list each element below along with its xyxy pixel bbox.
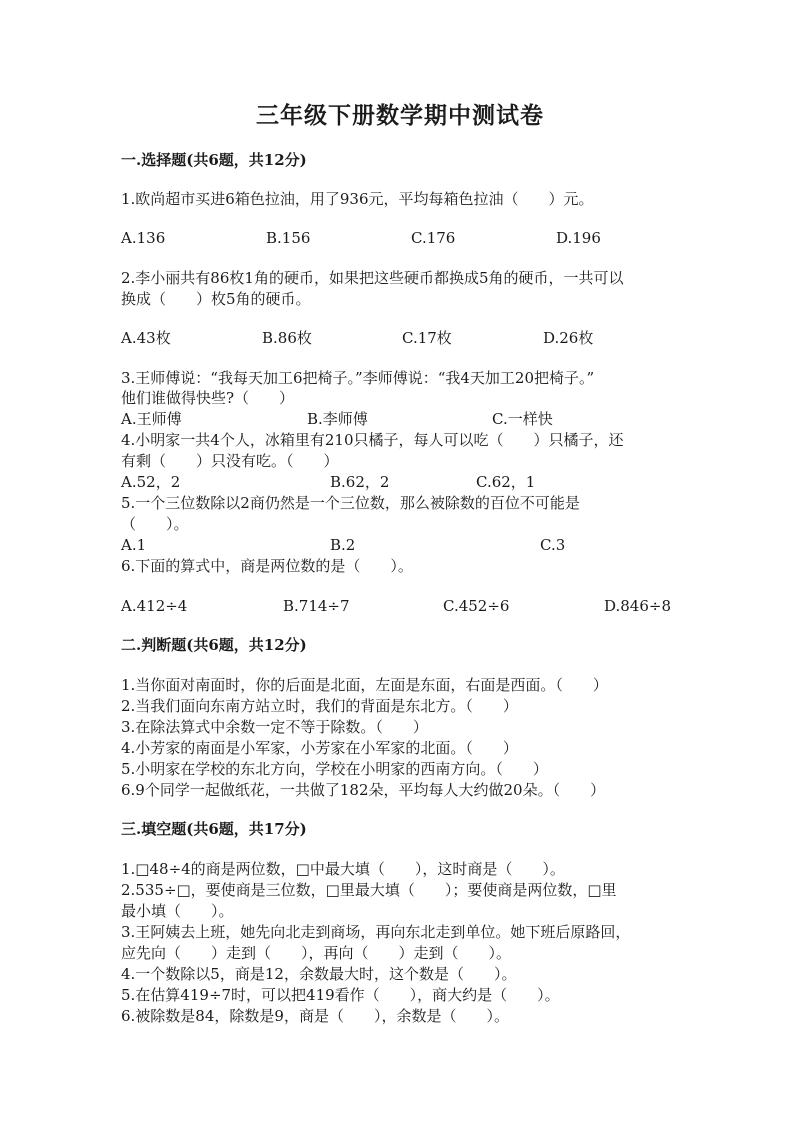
option: D.196 <box>556 229 601 247</box>
judgement-item: 1.当你面对南面时，你的后面是北面，左面是东面，右面是西面。（ ） <box>121 676 608 694</box>
option: A.43枚 <box>121 329 171 347</box>
option: C.17枚 <box>402 329 452 347</box>
option: B.2 <box>330 536 356 554</box>
judgement-item: 4.小芳家的南面是小军家，小芳家在小军家的北面。（ ） <box>121 739 518 757</box>
fill-in-line: 1.□48÷4的商是两位数，□中最大填（ ），这时商是（ ）。 <box>121 860 565 878</box>
option: A.1 <box>121 536 147 554</box>
section-heading-fill-in: 三.填空题(共6题，共17分) <box>121 820 307 838</box>
option: D.26枚 <box>543 329 594 347</box>
judgement-item: 5.小明家在学校的东北方向，学校在小明家的西南方向。（ ） <box>121 760 548 778</box>
question-stem: 4.小明家一共4个人，冰箱里有210只橘子，每人可以吃（ ）只橘子，还 <box>121 431 624 449</box>
option: C.62，1 <box>476 473 536 491</box>
option: C.452÷6 <box>443 597 510 615</box>
fill-in-line: 2.535÷□，要使商是三位数，□里最大填（ ）；要使商是两位数，□里 <box>121 881 617 899</box>
question-stem: （ ）。 <box>121 515 189 533</box>
question-stem: 有剩（ ）只没有吃。（ ） <box>121 452 339 470</box>
fill-in-line: 应先向（ ）走到（ ），再向（ ）走到（ ）。 <box>121 944 512 962</box>
option: C.176 <box>411 229 456 247</box>
option: C.一样快 <box>492 410 553 428</box>
fill-in-line: 3.王阿姨去上班，她先向北走到商场，再向东北走到单位。她下班后原路回， <box>121 923 631 941</box>
judgement-item: 6.9个同学一起做纸花，一共做了182朵，平均每人大约做20朵。（ ） <box>121 781 606 799</box>
option: B.714÷7 <box>283 597 350 615</box>
fill-in-line: 6.被除数是84，除数是9，商是（ ），余数是（ ）。 <box>121 1007 509 1025</box>
option: B.李师傅 <box>307 410 368 428</box>
judgement-item: 3.在除法算式中余数一定不等于除数。（ ） <box>121 718 428 736</box>
option: C.3 <box>540 536 566 554</box>
option: A.52，2 <box>121 473 181 491</box>
question-stem: 5.一个三位数除以2商仍然是一个三位数，那么被除数的百位不可能是 <box>121 494 580 512</box>
question-stem: 他们谁做得快些?（ ） <box>121 389 295 407</box>
option: A.王师傅 <box>121 410 182 428</box>
section-heading-choice: 一.选择题(共6题，共12分) <box>121 151 307 169</box>
question-stem: 6.下面的算式中，商是两位数的是（ ）。 <box>121 557 413 575</box>
option: B.156 <box>266 229 311 247</box>
option: D.846÷8 <box>604 597 672 615</box>
fill-in-line: 最小填（ ）。 <box>121 902 234 920</box>
judgement-item: 2.当我们面向东南方站立时，我们的背面是东北方。（ ） <box>121 697 518 715</box>
question-stem: 1.欧尚超市买进6箱色拉油，用了936元，平均每箱色拉油（ ）元。 <box>121 190 594 208</box>
option: A.136 <box>121 229 166 247</box>
section-heading-judgement: 二.判断题(共6题，共12分) <box>121 636 307 654</box>
option: B.86枚 <box>262 329 312 347</box>
question-stem: 3.王师傅说：“我每天加工6把椅子。”李师傅说：“我4天加工20把椅子。” <box>121 369 595 387</box>
question-stem: 换成（ ）枚5角的硬币。 <box>121 290 311 308</box>
fill-in-line: 4.一个数除以5，商是12，余数最大时，这个数是（ ）。 <box>121 965 517 983</box>
option: B.62，2 <box>330 473 390 491</box>
page-title: 三年级下册数学期中测试卷 <box>256 102 544 129</box>
question-stem: 2.李小丽共有86枚1角的硬币，如果把这些硬币都换成5角的硬币，一共可以 <box>121 269 624 287</box>
fill-in-line: 5.在估算419÷7时，可以把419看作（ ），商大约是（ ）。 <box>121 986 560 1004</box>
option: A.412÷4 <box>121 597 188 615</box>
